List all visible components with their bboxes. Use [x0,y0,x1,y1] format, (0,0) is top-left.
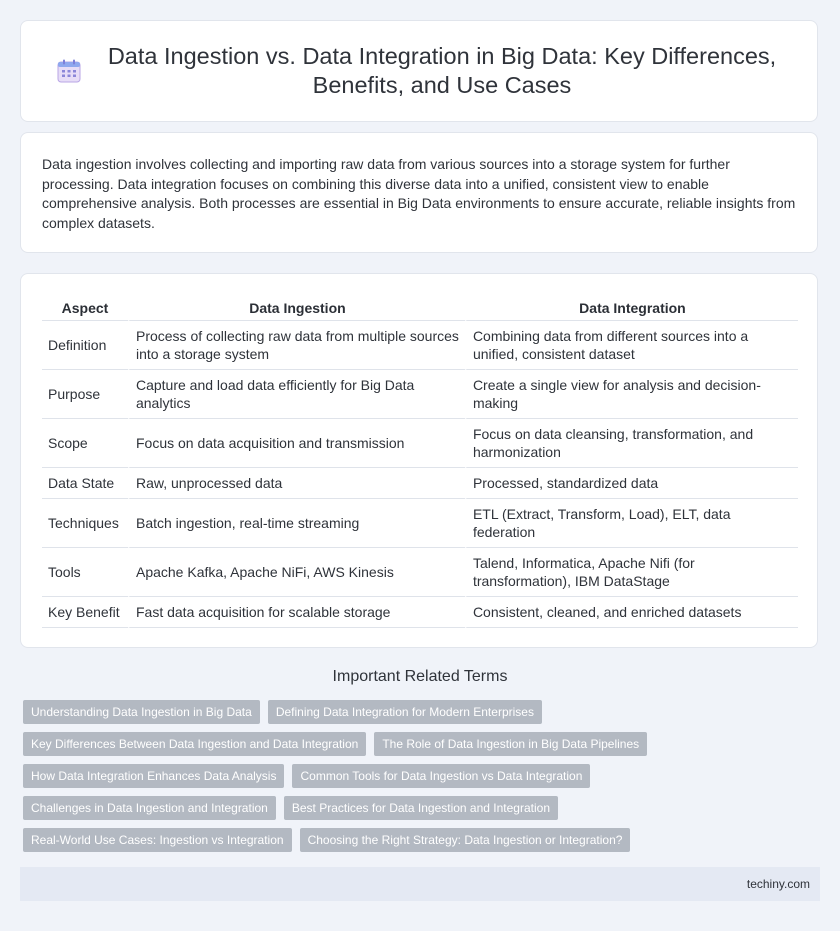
table-header-row [42,296,798,321]
page-title: Data Ingestion vs. Data Integration in Big Data: Key Differences, Benefits, and Use Cases [107,43,777,98]
cell-ingestion: Fast data acquisition for scalable storage [128,597,465,628]
related-terms-title: Important Related Terms [332,668,508,685]
related-term-tag[interactable]: The Role of Data Ingestion in Big Data Pipelines [374,732,647,756]
cell-aspect: Techniques [42,499,128,548]
title-wrap [56,42,782,100]
calendar-grid-icon [56,58,82,84]
header-aspect: Aspect [42,296,128,321]
related-term-tag[interactable]: How Data Integration Enhances Data Analysis [23,764,284,788]
footer-site-link[interactable]: techiny.com [746,877,810,891]
cell-aspect: Key Benefit [42,597,128,628]
related-term-tag[interactable]: Defining Data Integration for Modern Enterprises [268,700,542,724]
cell-integration: Consistent, cleaned, and enriched datasets [465,597,798,628]
cell-integration: Focus on data cleansing, transformation, and harmonization [465,419,798,468]
table-row [42,370,798,419]
cell-integration: Processed, standardized data [465,468,798,499]
cell-ingestion: Process of collecting raw data from multiple sources into a storage system [128,321,465,370]
tag-row [23,828,823,852]
title-card [20,20,818,122]
table-row [42,419,798,468]
intro-card [20,132,818,253]
related-term-tag[interactable]: Choosing the Right Strategy: Data Ingestion or Integration? [300,828,631,852]
cell-aspect: Scope [42,419,128,468]
table-row [42,597,798,628]
related-term-tag[interactable]: Best Practices for Data Ingestion and Integration [284,796,558,820]
tag-row [23,700,823,724]
table-row [42,468,798,499]
related-term-tag[interactable]: Key Differences Between Data Ingestion and Data Integration [23,732,366,756]
cell-integration: ETL (Extract, Transform, Load), ELT, data federation [465,499,798,548]
cell-integration: Talend, Informatica, Apache Nifi (for transformation), IBM DataStage [465,548,798,597]
cell-ingestion: Apache Kafka, Apache NiFi, AWS Kinesis [128,548,465,597]
cell-aspect: Data State [42,468,128,499]
related-terms-tags [23,700,823,860]
table-row [42,548,798,597]
header-data-integration: Data Integration [465,296,798,321]
cell-aspect: Tools [42,548,128,597]
comparison-table-card [20,273,818,648]
related-term-tag[interactable]: Understanding Data Ingestion in Big Data [23,700,260,724]
cell-ingestion: Capture and load data efficiently for Big Data analytics [128,370,465,419]
related-term-tag[interactable]: Common Tools for Data Ingestion vs Data Integration [292,764,590,788]
cell-ingestion: Raw, unprocessed data [128,468,465,499]
tag-row [23,796,823,820]
cell-aspect: Definition [42,321,128,370]
related-term-tag[interactable]: Real-World Use Cases: Ingestion vs Integration [23,828,292,852]
cell-integration: Combining data from different sources into a unified, consistent dataset [465,321,798,370]
related-term-tag[interactable]: Challenges in Data Ingestion and Integration [23,796,276,820]
cell-ingestion: Batch ingestion, real-time streaming [128,499,465,548]
header-data-ingestion: Data Ingestion [128,296,465,321]
cell-integration: Create a single view for analysis and decision-making [465,370,798,419]
table-row [42,321,798,370]
tag-row [23,732,823,756]
comparison-table [42,296,798,628]
cell-ingestion: Focus on data acquisition and transmission [128,419,465,468]
tag-row [23,764,823,788]
cell-aspect: Purpose [42,370,128,419]
table-row [42,499,798,548]
footer [20,867,820,901]
intro-text: Data ingestion involves collecting and importing raw data from various sources into a storage system for further processing. Data integration focuses on combining this diverse data into a unified, consistent view to enable comprehensive analysis. Both processes are essential in Big Data environments to ensure accurate, reliable insights from complex datasets. [42,156,796,231]
